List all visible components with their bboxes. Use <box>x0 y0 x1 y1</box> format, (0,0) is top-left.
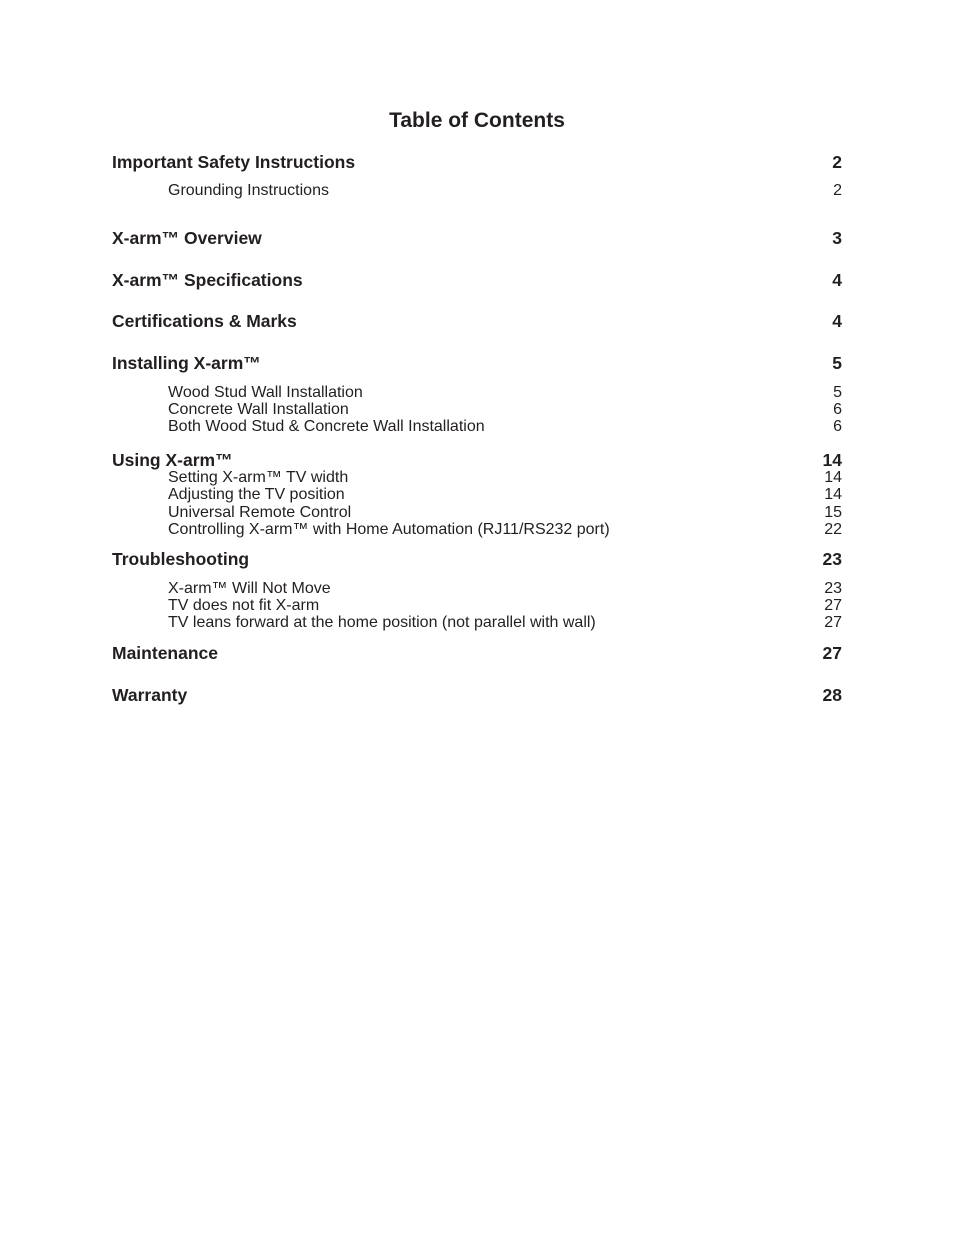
toc-section-page: 2 <box>832 152 842 172</box>
toc-section-label: Important Safety Instructions <box>112 152 356 172</box>
toc-subsection[interactable] <box>168 614 842 631</box>
toc-section-label: Warranty <box>112 685 188 705</box>
toc-section-label: X-arm™ Specifications <box>112 270 303 290</box>
toc-subsection-page: 5 <box>833 384 842 401</box>
toc-subsection[interactable] <box>168 182 842 199</box>
toc-subsection-label: TV leans forward at the home position (not parallel with wall) <box>168 614 596 631</box>
toc-subsection-label: Wood Stud Wall Installation <box>168 384 363 401</box>
toc-section-label: Installing X-arm™ <box>112 353 261 373</box>
toc-subsection-page: 14 <box>824 469 842 486</box>
toc-section-page: 3 <box>832 228 842 248</box>
toc-section[interactable] <box>112 227 842 249</box>
toc-subsection-page: 15 <box>824 504 842 521</box>
toc-section[interactable] <box>112 269 842 291</box>
toc-subsection-page: 6 <box>833 401 842 418</box>
toc-section[interactable] <box>112 151 842 173</box>
toc-section-label: X-arm™ Overview <box>112 228 262 248</box>
toc-section[interactable] <box>112 449 842 471</box>
toc-section-page: 23 <box>822 549 842 569</box>
toc-subsection-page: 22 <box>824 521 842 538</box>
toc-section-page: 4 <box>832 311 842 331</box>
toc-subsection-page: 2 <box>833 182 842 199</box>
toc-section-page: 5 <box>832 353 842 373</box>
toc-subsection-label: Setting X-arm™ TV width <box>168 469 349 486</box>
toc-subsection[interactable] <box>168 580 842 597</box>
toc-subsection[interactable] <box>168 597 842 614</box>
toc-section-label: Troubleshooting <box>112 549 250 569</box>
toc-section-page: 14 <box>822 450 842 470</box>
page-title: Table of Contents <box>389 109 565 132</box>
toc-subsection-page: 6 <box>833 418 842 435</box>
toc-section[interactable] <box>112 684 842 706</box>
toc-section-page: 28 <box>822 685 842 705</box>
toc-subsection-label: Universal Remote Control <box>168 504 352 521</box>
toc-subsection[interactable] <box>168 521 842 538</box>
toc-section-page: 27 <box>822 643 842 663</box>
toc-subsection[interactable] <box>168 418 842 435</box>
toc-section-label: Using X-arm™ <box>112 450 233 470</box>
toc-subsection-label: Grounding Instructions <box>168 182 329 199</box>
toc-section-label: Certifications & Marks <box>112 311 297 331</box>
toc-subsection-page: 14 <box>824 486 842 503</box>
toc-subsection[interactable] <box>168 486 842 503</box>
toc-subsection-label: X-arm™ Will Not Move <box>168 580 331 597</box>
toc-subsection-label: Controlling X-arm™ with Home Automation (RJ11/RS232 port) <box>168 521 610 538</box>
toc-section[interactable] <box>112 352 842 374</box>
toc-subsection-page: 27 <box>824 597 842 614</box>
toc-section[interactable] <box>112 548 842 570</box>
toc-subsection-label: TV does not fit X-arm <box>168 597 320 614</box>
toc-subsection-label: Both Wood Stud & Concrete Wall Installation <box>168 418 485 435</box>
toc-section[interactable] <box>112 642 842 664</box>
toc-section-page: 4 <box>832 270 842 290</box>
toc-subsection-label: Adjusting the TV position <box>168 486 345 503</box>
toc-subsection[interactable] <box>168 401 842 418</box>
toc-subsection[interactable] <box>168 384 842 401</box>
toc-subsection[interactable] <box>168 504 842 521</box>
toc-section[interactable] <box>112 310 842 332</box>
toc-subsection-page: 23 <box>824 580 842 597</box>
toc-subsection[interactable] <box>168 469 842 486</box>
toc-section-label: Maintenance <box>112 643 218 663</box>
toc-subsection-label: Concrete Wall Installation <box>168 401 349 418</box>
toc-subsection-page: 27 <box>824 614 842 631</box>
